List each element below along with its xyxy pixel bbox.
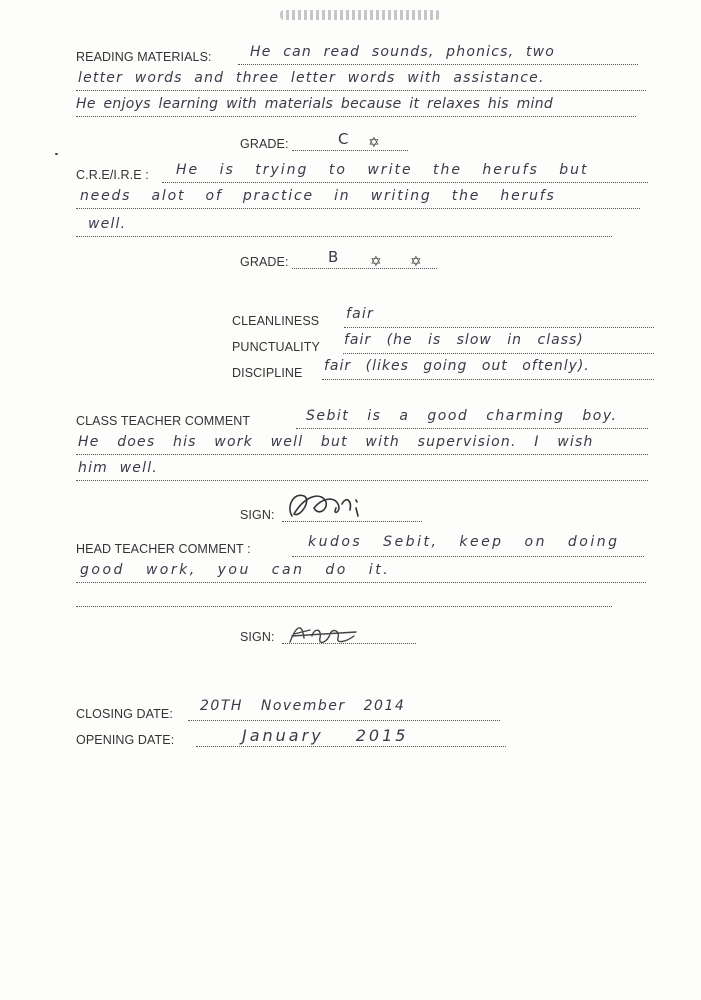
head-teacher-sign-label: SIGN: <box>240 630 275 644</box>
class-teacher-comment-2: He does his work well but with supervision. I wish <box>78 434 594 450</box>
cre-ire-comment-3: well. <box>88 216 127 232</box>
reading-materials-label: READING MATERIALS: <box>76 50 212 64</box>
discipline-line <box>322 379 654 380</box>
cre-ire-comment-2: needs alot of practice in writing the herufs <box>80 188 556 204</box>
cre-ire-line-1 <box>162 182 648 183</box>
reading-grade-label: GRADE: <box>240 137 289 151</box>
reading-grade-value: C <box>338 130 355 148</box>
scan-speck <box>55 153 58 155</box>
cre-ire-line-3 <box>76 236 612 237</box>
punctuality-label: PUNCTUALITY <box>232 340 320 354</box>
reading-materials-line-3 <box>76 116 636 117</box>
head-teacher-signature <box>284 616 364 650</box>
cleanliness-label: CLEANLINESS <box>232 314 320 328</box>
head-teacher-line-1 <box>292 556 644 557</box>
scan-smudge <box>280 10 440 20</box>
cre-ire-label: C.R.E/I.R.E : <box>76 168 149 182</box>
head-teacher-comment-1: kudos Sebit, keep on doing <box>308 534 620 550</box>
class-teacher-sign-label: SIGN: <box>240 508 275 522</box>
punctuality-value: fair (he is slow in class) <box>344 332 584 348</box>
discipline-value: fair (likes going out oftenly). <box>324 358 590 374</box>
discipline-label: DISCIPLINE <box>232 366 303 380</box>
reading-materials-comment-1: He can read sounds, phonics, two <box>250 44 556 60</box>
reading-grade-line <box>292 150 408 151</box>
head-teacher-comment-label: HEAD TEACHER COMMENT : <box>76 542 251 556</box>
cleanliness-line <box>344 327 654 328</box>
closing-date-value: 20TH November 2014 <box>200 698 406 714</box>
class-teacher-line-1 <box>296 428 648 429</box>
cre-ire-comment-1: He is trying to write the herufs but <box>176 162 589 178</box>
head-teacher-line-3 <box>76 606 612 607</box>
cre-grade-value: B <box>328 248 345 266</box>
class-teacher-comment-3: him well. <box>78 460 158 476</box>
class-teacher-signature <box>282 486 372 526</box>
head-teacher-line-2 <box>76 582 646 583</box>
closing-date-label: CLOSING DATE: <box>76 707 173 721</box>
cleanliness-value: fair <box>346 306 374 322</box>
head-teacher-comment-2: good work, you can do it. <box>80 562 391 578</box>
reading-grade-star-icon: ✡ <box>368 134 380 150</box>
cre-ire-line-2 <box>76 208 640 209</box>
class-teacher-comment-label: CLASS TEACHER COMMENT <box>76 414 251 428</box>
opening-date-value: January 2015 <box>242 726 409 745</box>
reading-materials-line-1 <box>238 64 638 65</box>
cre-grade-star-icon-2: ✡ <box>410 253 422 269</box>
opening-date-line <box>196 746 506 747</box>
cre-grade-label: GRADE: <box>240 255 289 269</box>
reading-materials-comment-3: He enjoys learning with materials because it relaxes his mind <box>76 96 554 112</box>
reading-materials-line-2 <box>76 90 646 91</box>
class-teacher-line-2 <box>76 454 648 455</box>
cre-grade-star-icon-1: ✡ <box>370 253 382 269</box>
class-teacher-comment-1: Sebit is a good charming boy. <box>306 408 618 424</box>
closing-date-line <box>188 720 500 721</box>
class-teacher-line-3 <box>76 480 648 481</box>
opening-date-label: OPENING DATE: <box>76 733 175 747</box>
reading-materials-comment-2: letter words and three letter words with assistance. <box>78 70 545 86</box>
punctuality-line <box>343 353 654 354</box>
